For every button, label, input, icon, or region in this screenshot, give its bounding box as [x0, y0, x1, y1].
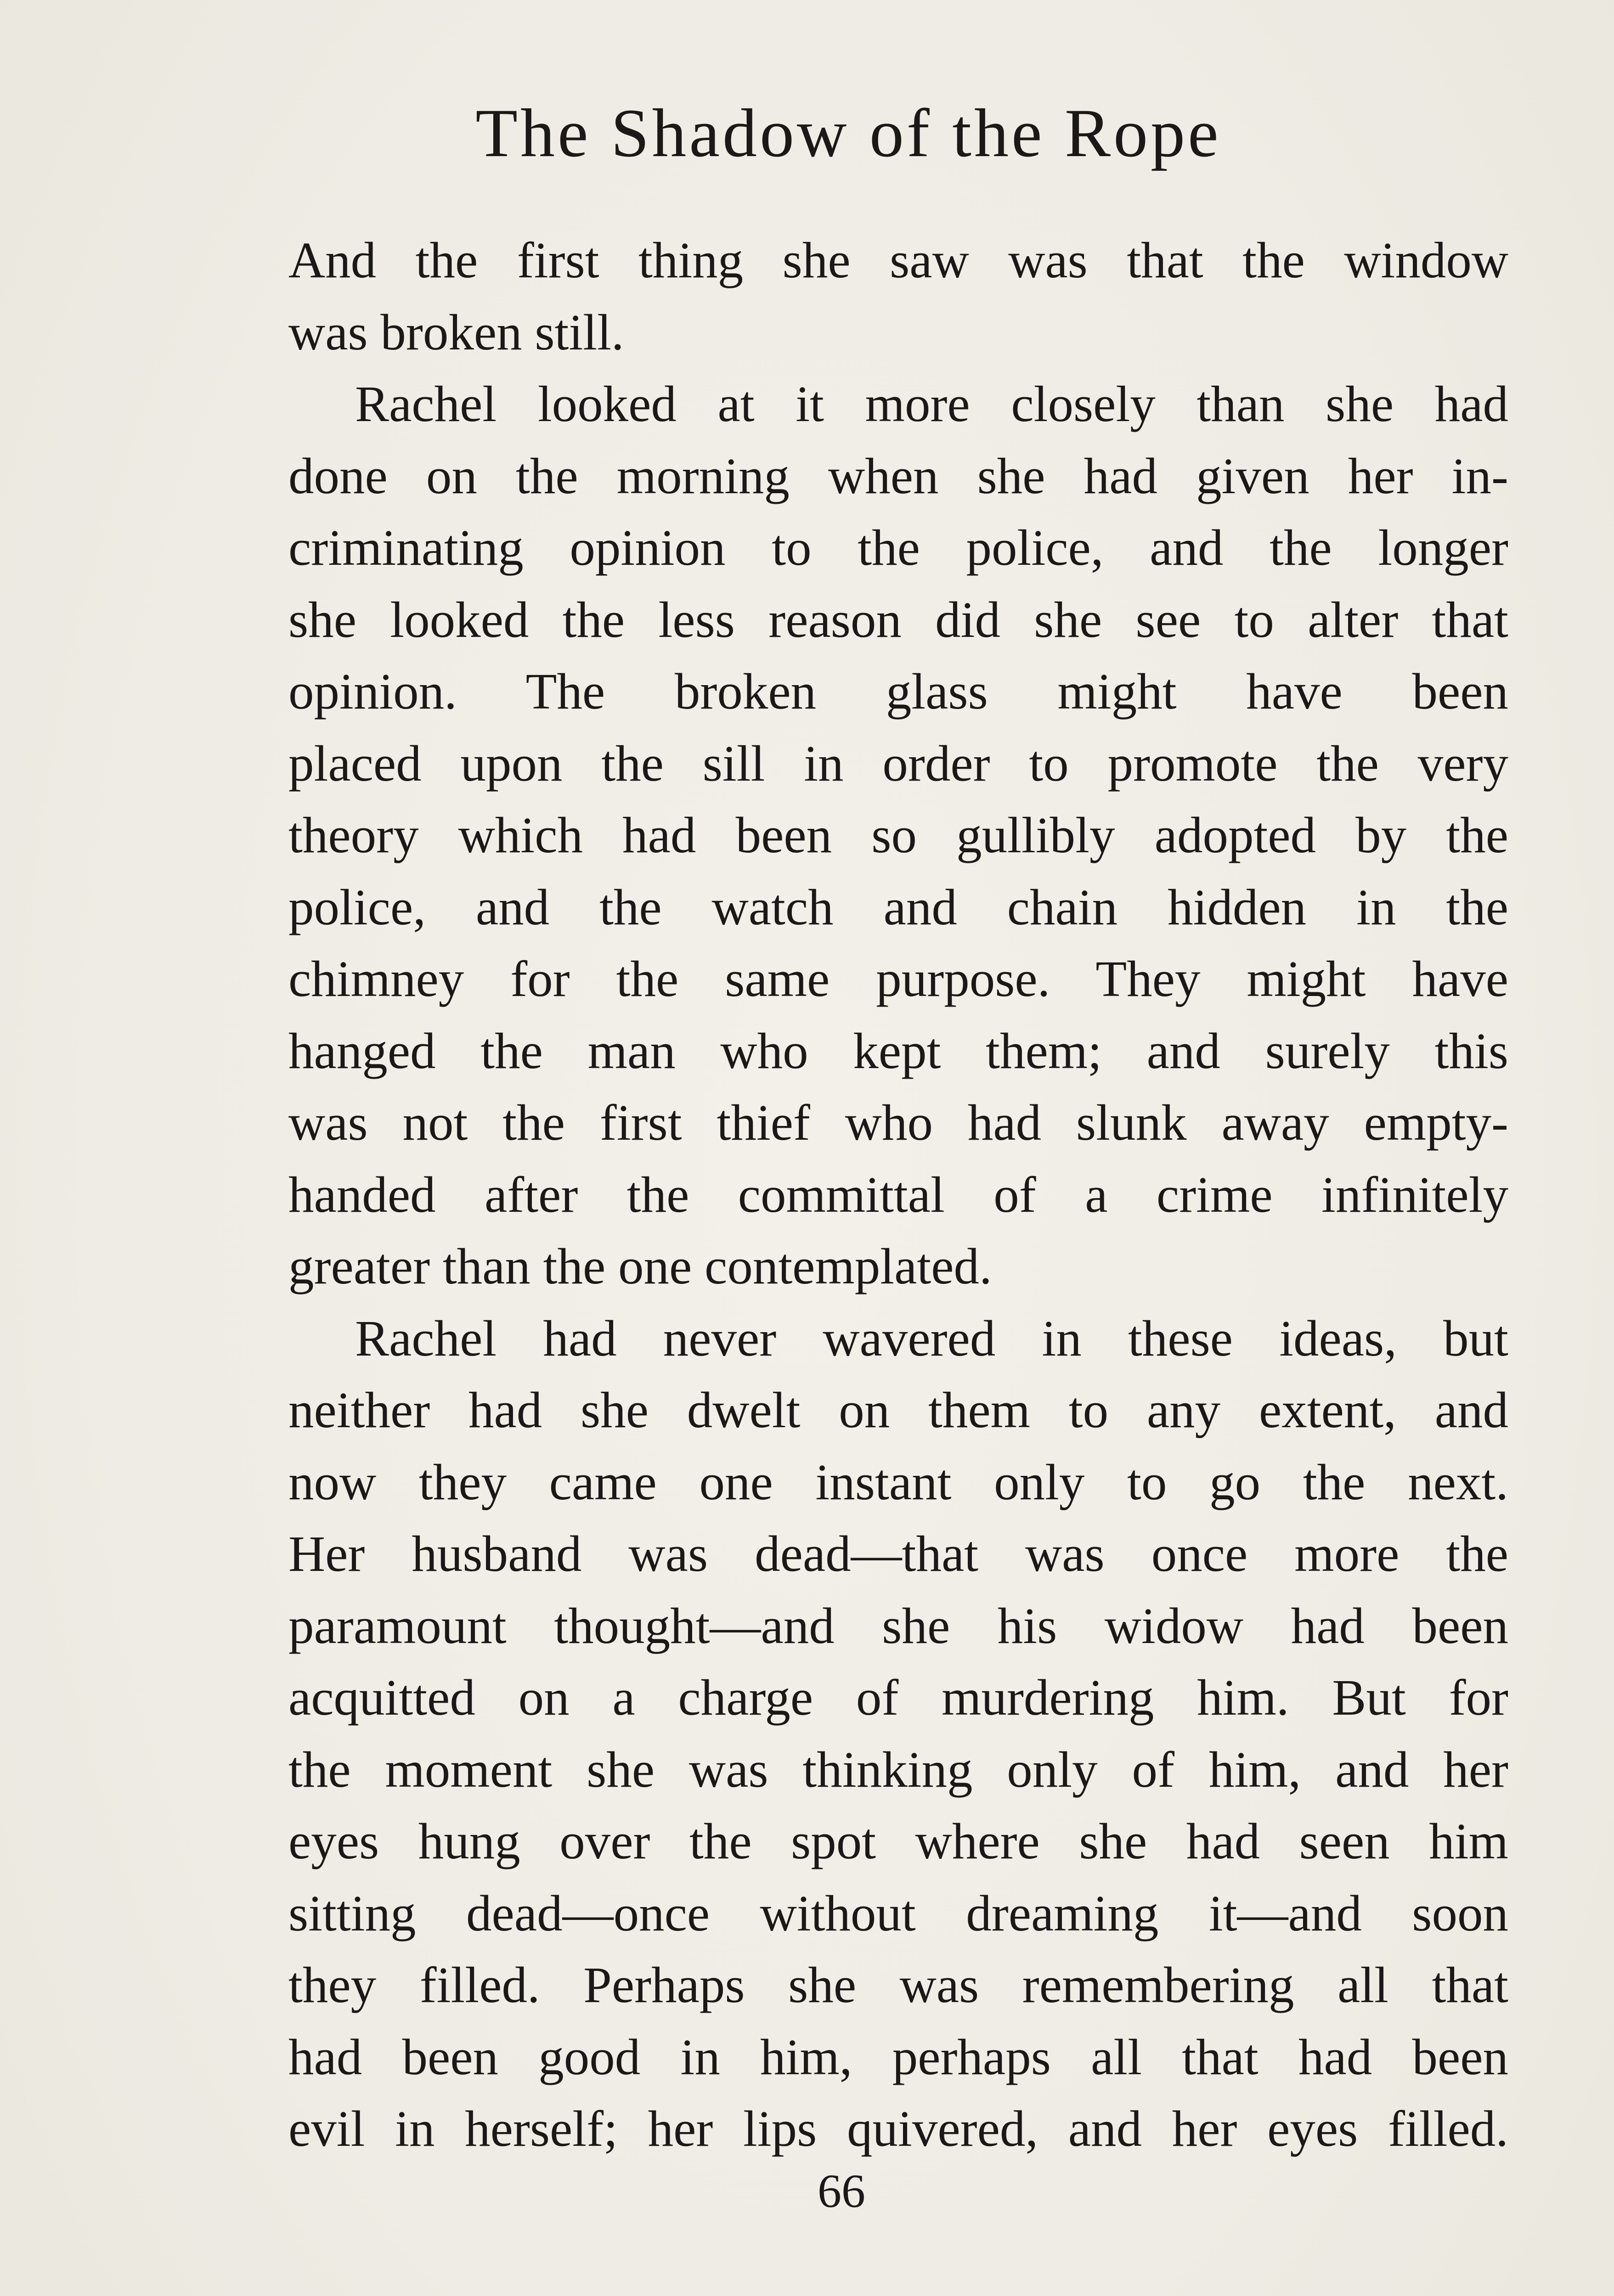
text-line: acquitted on a charge of murdering him. But for: [288, 1670, 1508, 1726]
text-line: Her husband was dead—that was once more the: [288, 1526, 1508, 1582]
text-line: placed upon the sill in order to promote the very: [288, 735, 1508, 792]
body-text: [288, 225, 1508, 2166]
text-line: was broken still.: [288, 304, 624, 361]
text-line: they filled. Perhaps she was remembering all that: [288, 1957, 1508, 2014]
text-line: paramount thought—and she his widow had been: [288, 1598, 1508, 1654]
running-head: The Shadow of the Rope: [475, 95, 1221, 171]
text-line: neither had she dwelt on them to any extent, and: [288, 1382, 1508, 1439]
text-line: she looked the less reason did she see to alter that: [288, 591, 1508, 648]
text-line: the moment she was thinking only of him, and her: [288, 1741, 1508, 1798]
text-line: eyes hung over the spot where she had seen him: [288, 1813, 1508, 1870]
text-line: Rachel looked at it more closely than she had: [355, 376, 1508, 433]
text-line: And the first thing she saw was that the window: [288, 232, 1508, 289]
text-line: criminating opinion to the police, and the longer: [288, 520, 1508, 576]
text-line: opinion. The broken glass might have been: [288, 664, 1508, 720]
text-line: done on the morning when she had given her in-: [288, 448, 1508, 505]
text-line: hanged the man who kept them; and surely this: [288, 1023, 1508, 1080]
text-line: police, and the watch and chain hidden in the: [288, 879, 1508, 936]
text-line: had been good in him, perhaps all that had been: [288, 2029, 1508, 2086]
text-line: greater than the one contemplated.: [288, 1238, 992, 1295]
text-line: sitting dead—once without dreaming it—and soon: [288, 1885, 1508, 1942]
text-line: was not the first thief who had slunk away empty-: [288, 1095, 1508, 1151]
text-line: evil in herself; her lips quivered, and her eyes filled.: [288, 2101, 1508, 2157]
text-line: chimney for the same purpose. They might have: [288, 951, 1508, 1007]
page-number: 66: [818, 2165, 865, 2217]
text-line: theory which had been so gullibly adopted by the: [288, 807, 1508, 864]
text-line: handed after the committal of a crime infinitely: [288, 1166, 1508, 1223]
text-line: now they came one instant only to go the next.: [288, 1454, 1508, 1511]
text-line: Rachel had never wavered in these ideas, but: [355, 1310, 1508, 1367]
